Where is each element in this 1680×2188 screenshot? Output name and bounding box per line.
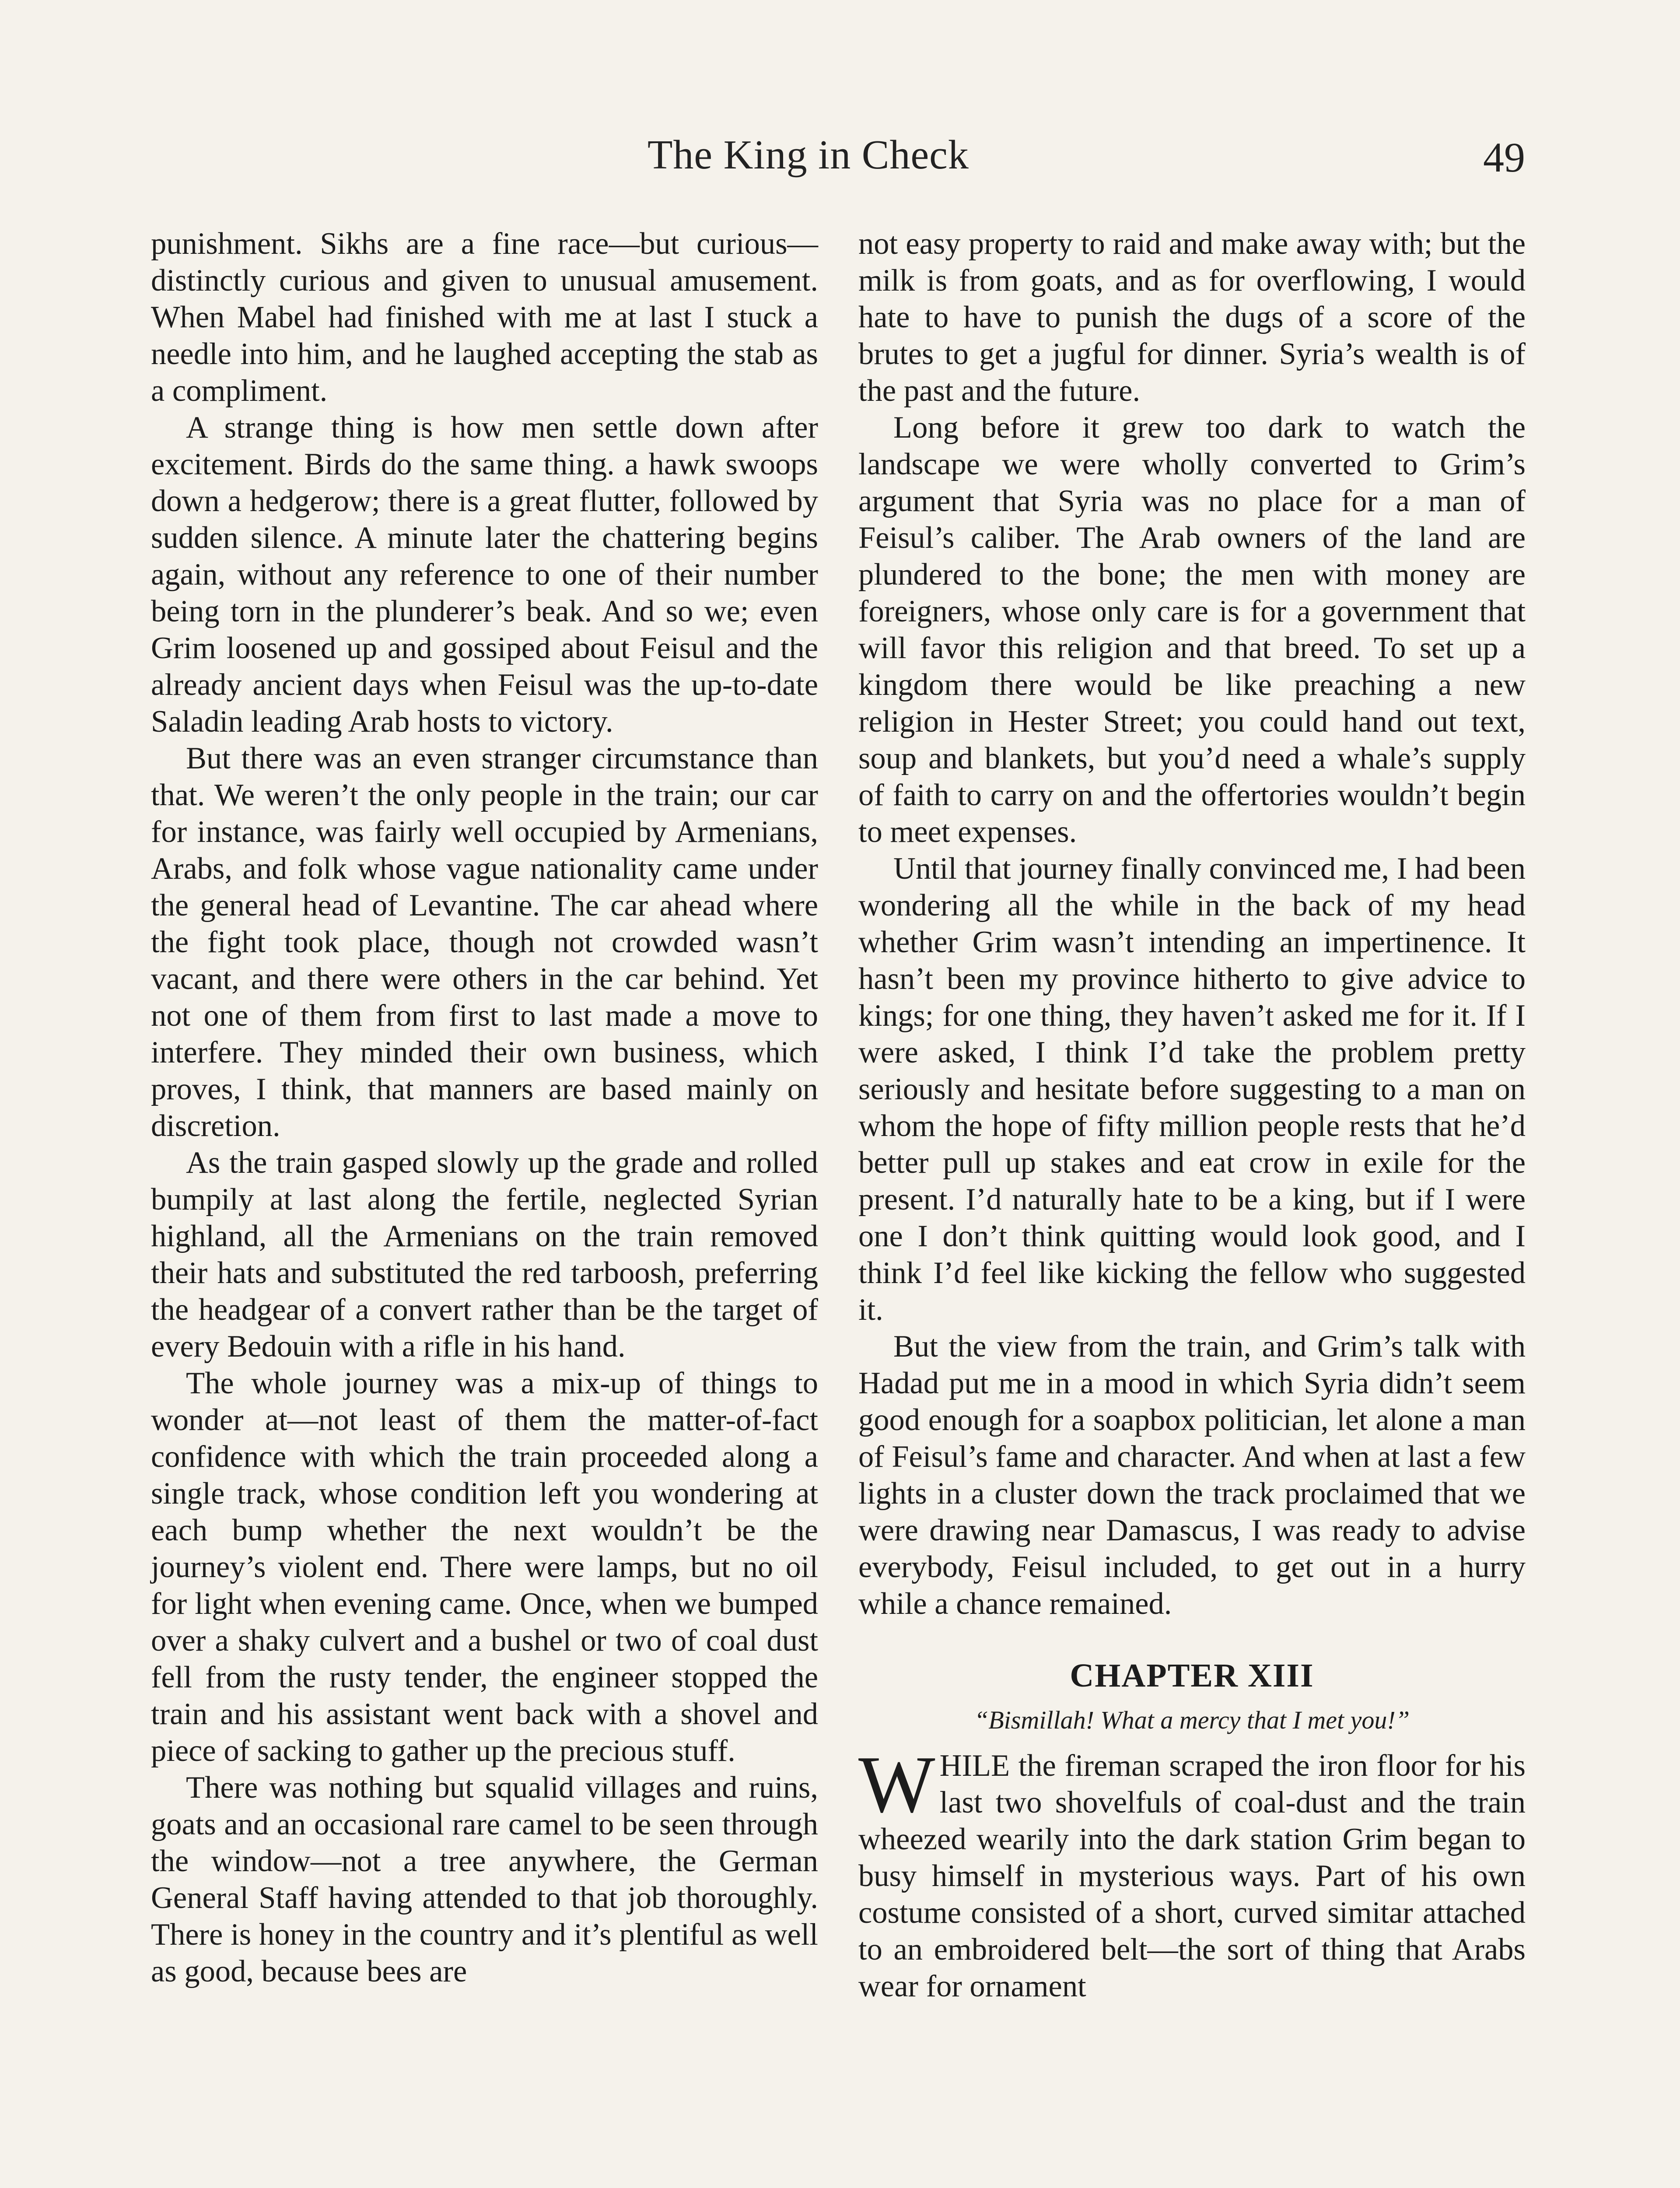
paragraph: Long before it grew too dark to watch the landscape we were wholly converted to Grim’s argument that Syria was no place for a man of Feisul’s caliber. The Arab owners of the land are plundered to the bone; the men with money are foreigners, whose only care is for a government that will favor this religion and that breed. To set up a kingdom there would be like preaching a new religion in Hester Street; you could hand out text, soup and blankets, but you’d need a whale’s supply of faith to carry on and the offertories wouldn’t begin to meet expenses. (858, 410, 1526, 849)
paragraph: There was nothing but squalid villages and ruins, goats and an occasional rare camel to be seen through the window—not a tree anywhere, the German General Staff having attended to that job thoroughly. There is honey in the country and it’s plentiful as well as good, because bees are (151, 1771, 818, 1988)
paragraph: A strange thing is how men settle down after excitement. Birds do the same thing. a hawk swoops down a hedgerow; there is a great flutter, followed by sudden silence. A minute later the chattering begins again, without any reference to one of their number being torn in the plunderer’s beak. And so we; even Grim loosened up and gossiped about Feisul and the already ancient days when Feisul was the up-to-date Saladin leading Arab hosts to victory. (151, 410, 818, 739)
chapter-opening-paragraph (858, 1739, 1526, 2005)
right-column (858, 225, 1526, 2005)
paragraph: As the train gasped slowly up the grade and rolled bumpily at last along the fertile, neglected Syrian highland, all the Armenians on the train removed their hats and substituted the red tarboosh, preferring the headgear of a convert rather than be the target of every Bedouin with a rifle in his hand. (151, 1146, 818, 1364)
paragraph: not easy property to raid and make away with; but the milk is from goats, and as for overflowing, I would hate to have to punish the dugs of a score of the brutes to get a jugful for dinner. Syria’s wealth is of the past and the future. (858, 227, 1526, 408)
left-column (151, 225, 818, 1990)
chapter-opening-text: HILE the fireman scraped the iron floor for his last two shovelfuls of coal-dust and the train wheezed wearily into the dark station Grim began to busy himself in mysterious ways. Part of his own costume consisted of a short, curved simitar attached to an embroidered belt—the sort of thing that Arabs wear for ornament (858, 1749, 1526, 2003)
running-head (0, 123, 1680, 193)
paragraph: Until that journey finally convinced me, I had been wondering all the while in the back of my head whether Grim wasn’t intending an impertinence. It hasn’t been my province hitherto to give advice to kings; for one thing, they haven’t asked me for it. If I were asked, I think I’d take the problem pretty seriously and hesitate before suggesting to a man on whom the hope of fifty million people rests that he’d better pull up stakes and eat crow in exile for the present. I’d naturally hate to be a king, but if I were one I don’t think quitting would look good, and I think I’d feel like kicking the fellow who suggested it. (858, 852, 1526, 1327)
paragraph: But there was an even stranger circumstance than that. We weren’t the only people in the train; our car for instance, was fairly well occupied by Armenians, Arabs, and folk whose vague nationality came under the general head of Levantine. The car ahead where the fight took place, though not crowded wasn’t vacant, and there were others in the car behind. Yet not one of them from first to last made a move to interfere. They minded their own business, which proves, I think, that manners are based mainly on discretion. (151, 741, 818, 1143)
paragraph: punishment. Sikhs are a fine race—but curious—distinctly curious and given to unusual amusement. When Mabel had finished with me at last I stuck a needle into him, and he laughed accepting the stab as a compliment. (151, 227, 818, 408)
page-number: 49 (1483, 134, 1525, 181)
drop-cap: W (858, 1739, 935, 1830)
paragraph: But the view from the train, and Grim’s talk with Hadad put me in a mood in which Syria didn’t seem good enough for a soapbox politician, let alone a man of Feisul’s fame and character. And when at last a few lights in a cluster down the track proclaimed that we were drawing near Damascus, I was ready to advise everybody, Feisul included, to get out in a hurry while a chance remained. (858, 1329, 1526, 1621)
chapter-subtitle: “Bismillah! What a mercy that I met you!” (974, 1706, 1410, 1734)
chapter-heading: CHAPTER XIII (1070, 1657, 1314, 1694)
running-title: The King in Check (648, 132, 969, 178)
paragraph: The whole journey was a mix-up of things to wonder at—not least of them the matter-of-fact confidence with which the train proceeded along a single track, whose condition left you wondering at each bump whether the next wouldn’t be the journey’s violent end. There were lamps, but no oil for light when evening came. Once, when we bumped over a shaky culvert and a bushel or two of coal dust fell from the rusty tender, the engineer stopped the train and his assistant went back with a shovel and piece of sacking to gather up the precious stuff. (151, 1366, 818, 1768)
